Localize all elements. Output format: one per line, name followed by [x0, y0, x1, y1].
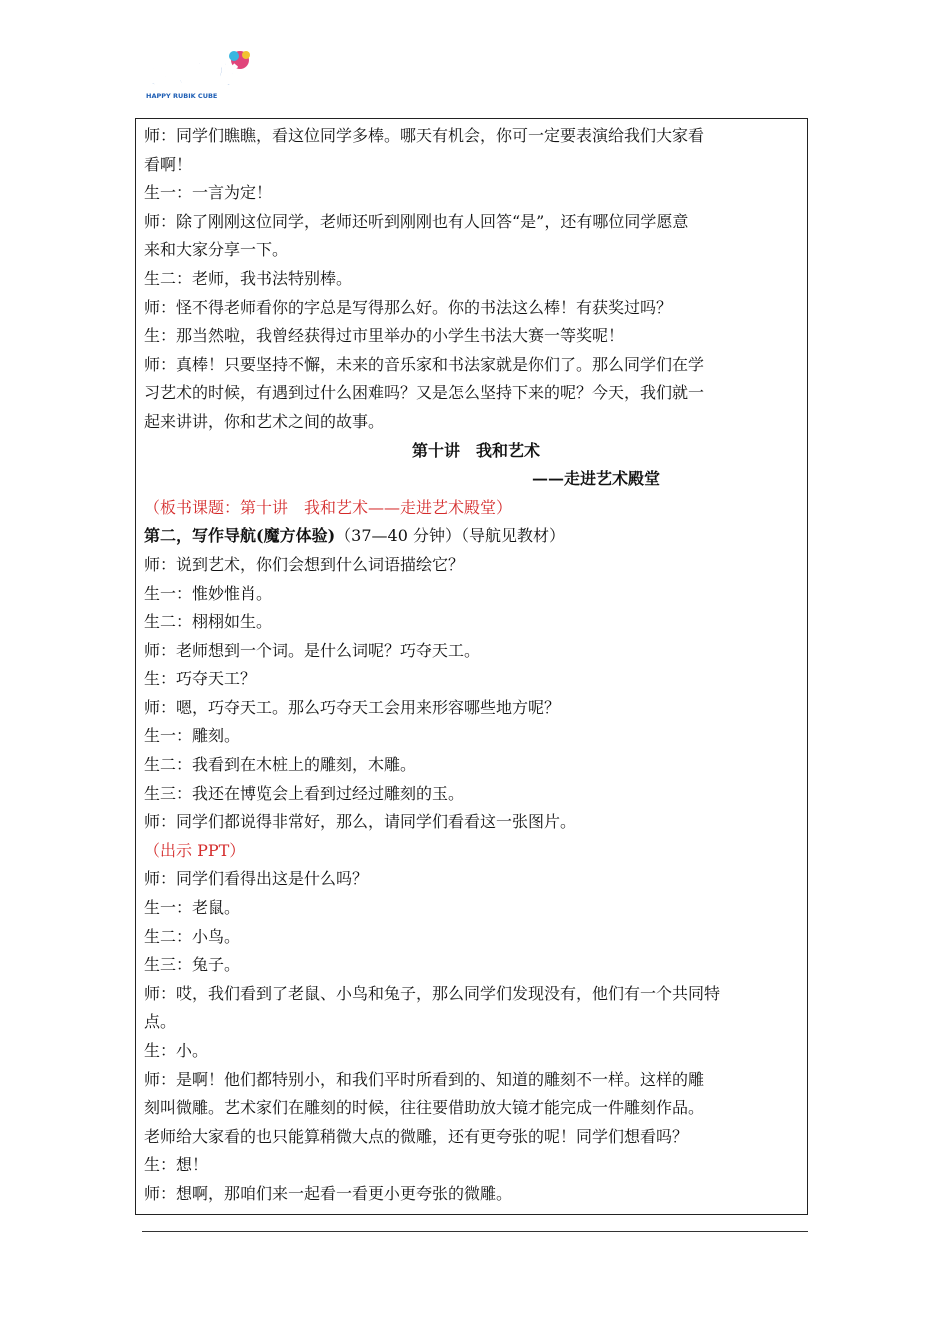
dialogue-line: 起来讲讲，你和艺术之间的故事。	[144, 411, 385, 431]
dialogue-line: 师：真棒！只要坚持不懈，未来的音乐家和书法家就是你们了。那么同学们在学	[144, 354, 705, 374]
dialogue-line: 师：同学们看得出这是什么吗？	[144, 869, 369, 889]
footer-divider	[142, 1231, 808, 1232]
dialogue-line: 生：那当然啦，我曾经获得过市里举办的小学生书法大赛一等奖呢！	[144, 326, 625, 346]
dialogue-line: 师：哎，我们看到了老鼠、小鸟和兔子，那么同学们发现没有，他们有一个共同特	[144, 983, 721, 1003]
logo-graphic	[128, 48, 258, 104]
dialogue-line: 师：是啊！他们都特别小，和我们平时所看到的、知道的雕刻不一样。这样的雕	[144, 1069, 705, 1089]
lesson-subtitle: ——走进艺术殿堂	[532, 469, 661, 489]
dialogue-line: 师：怪不得老师看你的字总是写得那么好。你的书法这么棒！有获奖过吗？	[144, 297, 673, 317]
dialogue-line: 师：除了刚刚这位同学，老师还听到刚刚也有人回答“是”，还有哪位同学愿意	[144, 211, 689, 231]
dialogue-line: 生二：栩栩如生。	[144, 612, 273, 632]
dialogue-line: 生三：我还在博览会上看到过经过雕刻的玉。	[144, 783, 465, 803]
dialogue-line: 生：巧夺天工？	[144, 669, 257, 689]
dialogue-line: 生二：我看到在木桩上的雕刻，木雕。	[144, 755, 417, 775]
dialogue-line: 师：老师想到一个词。是什么词呢？巧夺天工。	[144, 640, 481, 660]
board-note: （板书课题：第十讲 我和艺术——走进艺术殿堂）	[144, 497, 513, 517]
section-heading	[144, 522, 808, 551]
dialogue-line: 生一：一言为定！	[144, 183, 273, 203]
dialogue-line: 生：小。	[144, 1041, 209, 1060]
dialogue-line: 生：想！	[144, 1155, 209, 1175]
section-heading-bold: 第二，写作导航(魔方体验)	[144, 526, 336, 546]
dialogue-line: 点。	[144, 1012, 177, 1032]
ppt-note: （出示 PPT）	[144, 840, 246, 860]
dialogue-line: 习艺术的时候，有遇到过什么困难吗？又是怎么坚持下来的呢？今天，我们就一	[144, 383, 705, 403]
dialogue-line: 老师给大家看的也只能算稍微大点的微雕，还有更夸张的呢！同学们想看吗？	[144, 1126, 689, 1146]
dialogue-line: 师：说到艺术，你们会想到什么词语描绘它？	[144, 554, 465, 574]
dialogue-line: 师：想啊，那咱们来一起看一看更小更夸张的微雕。	[144, 1183, 513, 1203]
dialogue-line: 生二：小鸟。	[144, 926, 241, 946]
dialogue-line: 生二：老师，我书法特别棒。	[144, 268, 353, 288]
dialogue-line: 生一：雕刻。	[144, 726, 241, 746]
happy-rubik-cube-logo	[128, 48, 258, 104]
lesson-title: 第十讲 我和艺术	[411, 440, 540, 460]
dialogue-line: 师：嗯，巧夺天工。那么巧夺天工会用来形容哪些地方呢？	[144, 697, 561, 717]
logo-en-text: HAPPY RUBIK CUBE	[146, 92, 218, 100]
dialogue-line: 师：同学们都说得非常好，那么，请同学们看看这一张图片。	[144, 812, 577, 832]
dialogue-line: 刻叫微雕。艺术家们在雕刻的时候，往往要借助放大镜才能完成一件雕刻作品。	[144, 1098, 705, 1118]
lesson-content	[144, 122, 808, 1209]
dialogue-line: 看啊！	[144, 154, 193, 174]
dialogue-line: 生三：兔子。	[144, 955, 241, 975]
dialogue-line: 师：同学们瞧瞧，看这位同学多棒。哪天有机会，你可一定要表演给我们大家看	[144, 126, 705, 145]
logo-cn-text: 快乐魔方	[130, 60, 238, 91]
dialogue-line: 生一：惟妙惟肖。	[144, 583, 273, 603]
section-heading-rest: （37—40 分钟）（导航见教材）	[335, 526, 565, 546]
dialogue-line: 来和大家分享一下。	[144, 240, 289, 260]
dialogue-line: 生一：老鼠。	[144, 898, 241, 918]
